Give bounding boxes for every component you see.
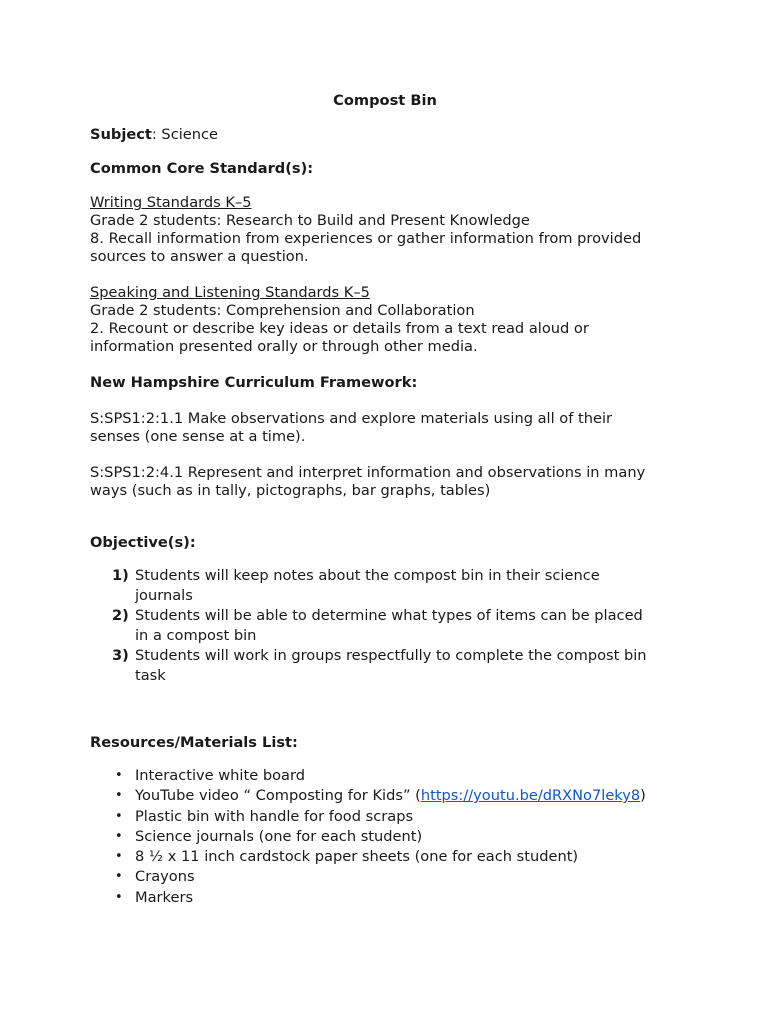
nh-framework-heading: New Hampshire Curriculum Framework:	[90, 374, 418, 391]
resource-item	[90, 786, 680, 806]
speaking-line-3: information presented orally or through other media.	[90, 338, 478, 355]
objective-item	[90, 646, 680, 686]
nh-standard-1-line-2: senses (one sense at a time).	[90, 428, 306, 445]
resources-heading: Resources/Materials List:	[90, 734, 298, 751]
objective-number: 1)	[112, 567, 129, 584]
objective-text-line-2: journals	[135, 587, 193, 604]
objective-number: 3)	[112, 647, 129, 664]
resource-item	[90, 847, 680, 867]
resources-list	[90, 766, 680, 908]
resource-text: Crayons	[135, 868, 195, 886]
common-core-heading: Common Core Standard(s):	[90, 160, 314, 177]
subject-label: Subject	[90, 126, 152, 143]
document-title: Compost Bin	[333, 92, 437, 109]
resource-text-suffix: )	[640, 787, 646, 805]
speaking-standards-heading: Speaking and Listening Standards K–5	[90, 284, 370, 301]
speaking-line-1: Grade 2 students: Comprehension and Collaboration	[90, 302, 475, 319]
bullet-icon: •	[115, 889, 123, 905]
resource-item	[90, 867, 680, 887]
writing-line-2: 8. Recall information from experiences or gather information from provided	[90, 230, 642, 247]
resource-item	[90, 807, 680, 827]
resource-item	[90, 888, 680, 908]
objective-text-line-1: Students will be able to determine what types of items can be placed	[135, 607, 643, 624]
subject-value: : Science	[151, 126, 219, 143]
bullet-icon: •	[115, 808, 123, 824]
nh-standard-2-line-2: ways (such as in tally, pictographs, bar graphs, tables)	[90, 482, 491, 499]
nh-standard-2-line-1: S:SPS1:2:4.1 Represent and interpret information and observations in many	[90, 464, 646, 481]
objective-item	[90, 566, 680, 606]
resource-item	[90, 827, 680, 847]
objective-text-line-1: Students will keep notes about the compost bin in their science	[135, 567, 600, 584]
speaking-line-2: 2. Recount or describe key ideas or details from a text read aloud or	[90, 320, 589, 337]
bullet-icon: •	[115, 849, 123, 865]
resource-text: Plastic bin with handle for food scraps	[135, 807, 414, 825]
bullet-icon: •	[115, 788, 123, 804]
document-page	[90, 90, 680, 908]
resource-item	[90, 766, 680, 786]
youtube-link[interactable]: https://youtu.be/dRXNo7leky8	[420, 787, 641, 805]
objectives-heading: Objective(s):	[90, 534, 196, 551]
objectives-list	[90, 566, 680, 686]
bullet-icon: •	[115, 768, 123, 783]
subject-line	[90, 126, 680, 144]
resource-text: Interactive white board	[135, 767, 305, 784]
objective-text-line-1: Students will work in groups respectfully to complete the compost bin	[135, 647, 647, 664]
nh-standard-1-line-1: S:SPS1:2:1.1 Make observations and explore materials using all of their	[90, 410, 613, 427]
writing-line-3: sources to answer a question.	[90, 248, 309, 265]
resource-text: Markers	[135, 888, 194, 906]
resource-text: 8 ½ x 11 inch cardstock paper sheets (one for each student)	[135, 848, 579, 866]
bullet-icon: •	[115, 869, 123, 885]
objective-text-line-2: task	[135, 667, 166, 684]
bullet-icon: •	[115, 828, 123, 844]
writing-standards-heading: Writing Standards K–5	[90, 194, 252, 211]
writing-line-1: Grade 2 students: Research to Build and Present Knowledge	[90, 212, 530, 229]
resource-text: YouTube video “ Composting for Kids” (	[135, 787, 421, 805]
objective-text-line-2: in a compost bin	[135, 627, 257, 644]
resource-text: Science journals (one for each student)	[135, 827, 423, 845]
objective-number: 2)	[112, 607, 129, 624]
objective-item	[90, 606, 680, 646]
